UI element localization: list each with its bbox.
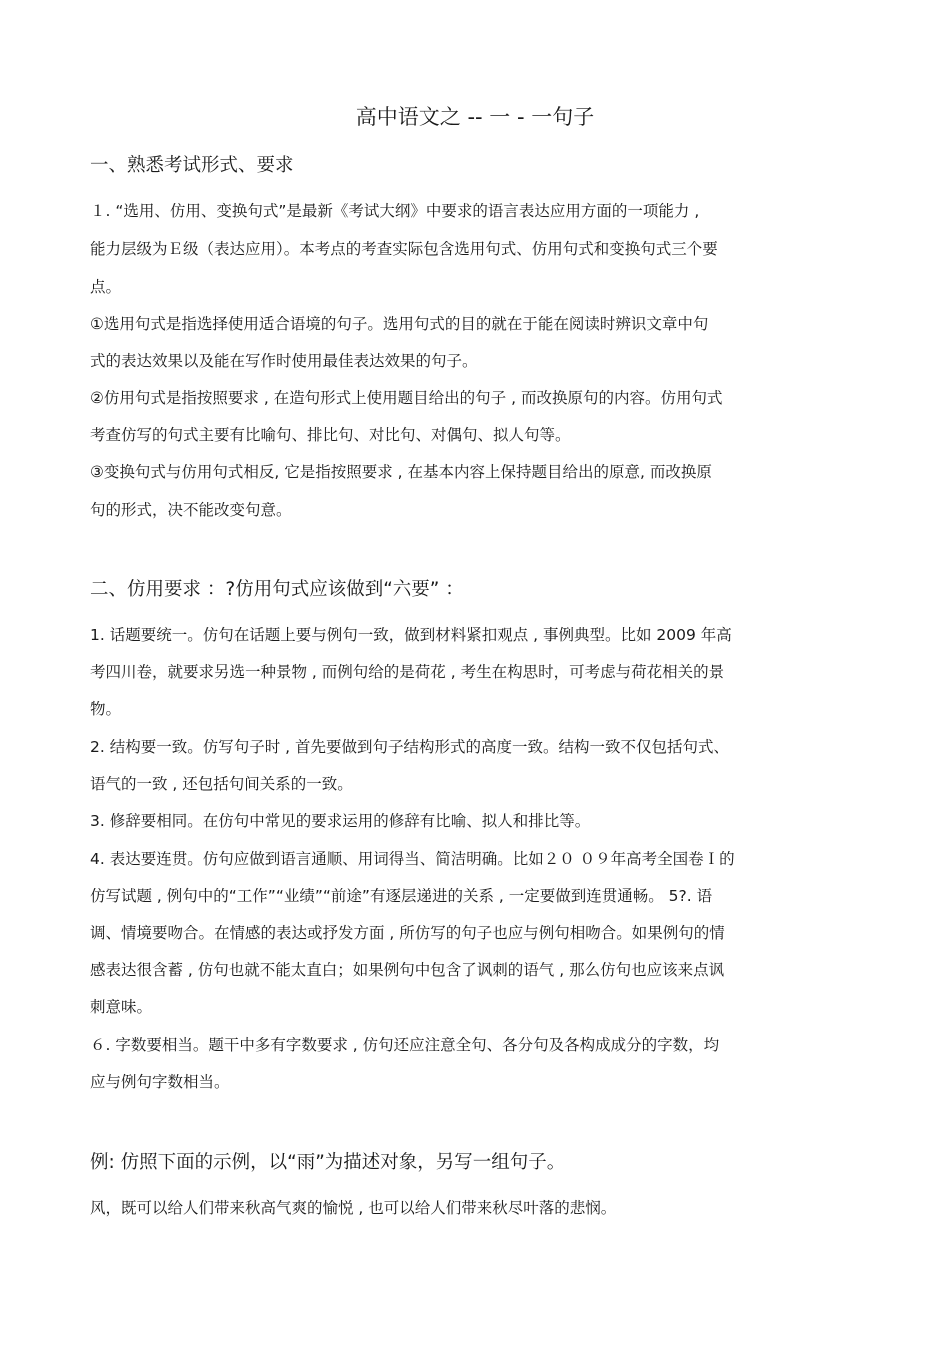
paragraph-line: 考查仿写的句式主要有比喻句、排比句、对比句、对偶句、拟人句等。 xyxy=(90,426,571,444)
list-item: 语气的一致 , 还包括句间关系的一致。 xyxy=(90,775,353,793)
list-item: 调、情境要吻合。在情感的表达或抒发方面 , 所仿写的句子也应与例句相吻合。如果例句的情 xyxy=(90,924,725,942)
example-heading: 例: 仿照下面的示例，以“雨”为描述对象，另写一组句子。 xyxy=(90,1152,566,1173)
list-item: 应与例句字数相当。 xyxy=(90,1073,230,1091)
list-item: 2. 结构要一致。仿写句子时 , 首先要做到句子结构形式的高度一致。结构一致不仅包括句式、 xyxy=(90,738,729,756)
list-item: 感表达很含蓄 , 仿句也就不能太直白；如果例句中包含了讽刺的语气 , 那么仿句也应该来点讽 xyxy=(90,961,725,979)
list-item: 3. 修辞要相同。在仿句中常见的要求运用的修辞有比喻、拟人和排比等。 xyxy=(90,812,591,830)
list-item: 1. 话题要统一。仿句在话题上要与例句一致，做到材料紧扣观点 , 事例典型。比如 2009 年高 xyxy=(90,626,732,644)
list-item: 考四川卷，就要求另选一种景物 , 而例句给的是荷花 , 考生在构思时，可考虑与荷花相关的景 xyxy=(90,663,725,681)
paragraph-line: 能力层级为Ｅ级（表达应用）。本考点的考查实际包含选用句式、仿用句式和变换句式三个要 xyxy=(90,240,718,258)
section-heading: 二、仿用要求 ：?仿用句式应该做到“六要” ： xyxy=(90,579,464,600)
list-item: 物。 xyxy=(90,700,122,718)
paragraph-line: ①选用句式是指选择使用适合语境的句子。选用句式的目的就在于能在阅读时辨识文章中句 xyxy=(90,315,709,333)
paragraph-line: ③变换句式与仿用句式相反, 它是指按照要求 , 在基本内容上保持题目给出的原意, 而改换原 xyxy=(90,463,712,481)
list-item: 仿写试题 , 例句中的“工作”“业绩”“前途”有逐层递进的关系 , 一定要做到连贯通畅。 5?. 语 xyxy=(90,887,713,905)
list-item: 刺意味。 xyxy=(90,998,153,1016)
section-heading: 一、熟悉考试形式、要求 xyxy=(90,155,294,176)
document-title: 高中语文之 -- 一 - 一句子 xyxy=(355,105,595,129)
paragraph-line: ②仿用句式是指按照要求 , 在造句形式上使用题目给出的句子 , 而改换原句的内容。仿用句式 xyxy=(90,389,723,407)
list-item: 4. 表达要连贯。仿句应做到语言通顺、用词得当、简洁明确。比如２０ ０９年高考全国卷Ｉ的 xyxy=(90,850,735,868)
paragraph-line: 式的表达效果以及能在写作时使用最佳表达效果的句子。 xyxy=(90,352,478,370)
example-line: 风，既可以给人们带来秋高气爽的愉悦 , 也可以给人们带来秋尽叶落的悲悯。 xyxy=(90,1199,617,1217)
paragraph-line: 句的形式，决不能改变句意。 xyxy=(90,501,292,519)
list-item: ６. 字数要相当。题干中多有字数要求 , 仿句还应注意全句、各分句及各构成成分的字数，均 xyxy=(90,1036,720,1054)
paragraph-line: １. “选用、仿用、变换句式”是最新《考试大纲》中要求的语言表达应用方面的一项能力 , xyxy=(90,202,700,220)
paragraph-line: 点。 xyxy=(90,278,122,296)
